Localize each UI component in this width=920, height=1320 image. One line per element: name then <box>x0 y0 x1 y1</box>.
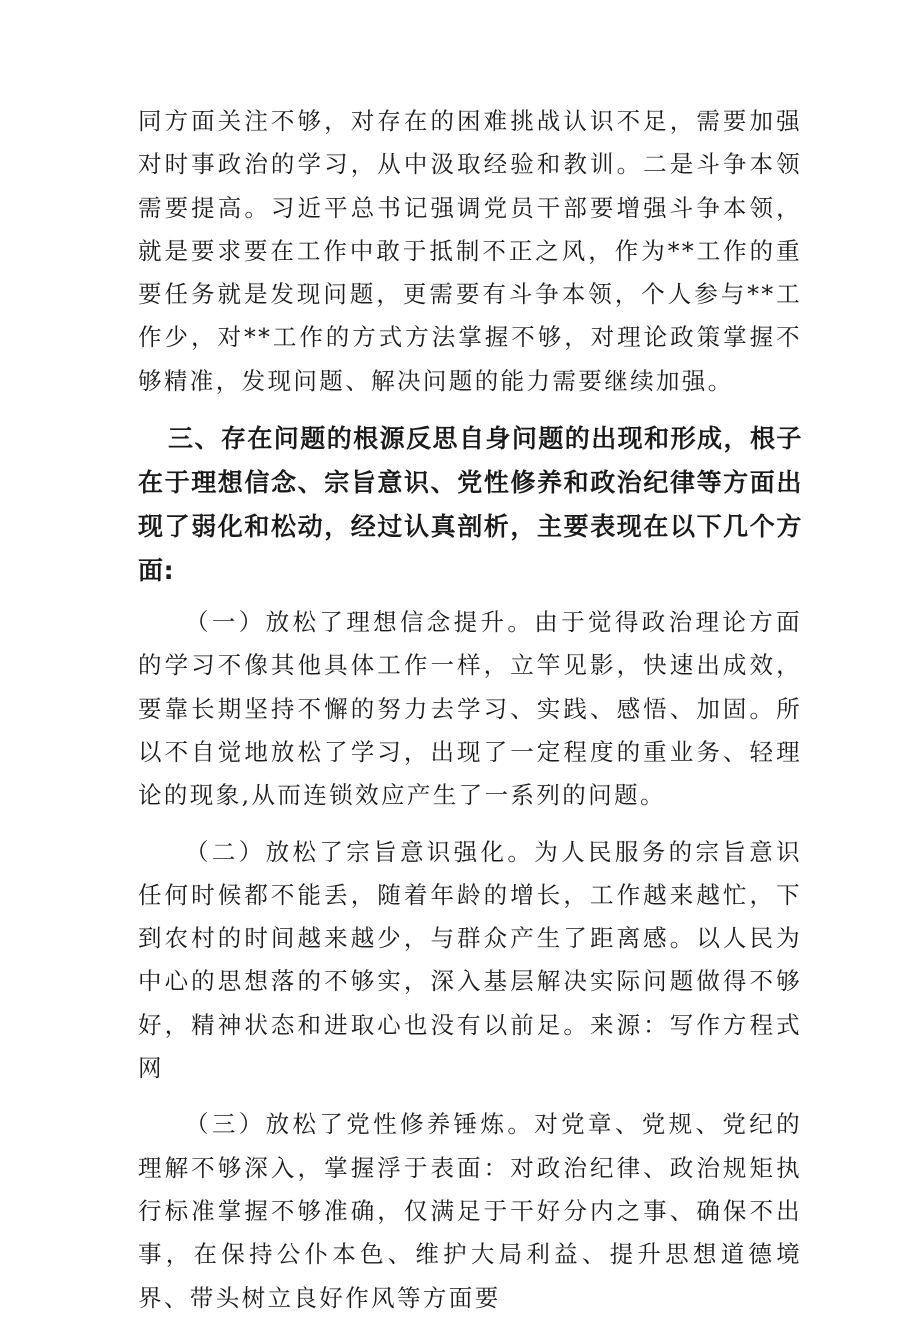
spacer <box>138 818 802 831</box>
spacer <box>138 593 802 601</box>
spacer <box>138 1090 802 1103</box>
item-three-paragraph: （三）放松了党性修养锤炼。对党章、党规、党纪的理解不够深入，掌握浮于表面：对政治纪律、政治规矩执行标准掌握不够准确，仅满足于干好分内之事、确保不出事，在保持公仆本色、维护大局利益、提升思想道德境界、带头树立良好作风等方面要 <box>138 1110 802 1312</box>
section-three-heading: 三、存在问题的根源反思自身问题的出现和形成，根子在于理想信念、宗旨意识、党性修养和政治纪律等方面出现了弱化和松动，经过认真剖析，主要表现在以下几个方面: <box>138 424 802 586</box>
item-two-paragraph: （二）放松了宗旨意识强化。为人民服务的宗旨意识任何时候都不能丢，随着年龄的增长，工作越来越忙，下到农村的时间越来越少，与群众产生了距离感。以人民为中心的思想落的不够实，深入基层解决实际问题做得不够好，精神状态和进取心也没有以前足。来源：写作方程式网 <box>138 837 802 1083</box>
paragraph-continuation: 同方面关注不够，对存在的困难挑战认识不足，需要加强对时事政治的学习，从中汲取经验和教训。二是斗争本领需要提高。习近平总书记强调党员干部要增强斗争本领，就是要求要在工作中敢于抵制不正之风，作为**工作的重要任务就是发现问题，更需要有斗争本领，个人参与**工作少，对**工作的方式方法掌握不够，对理论政策掌握不够精准，发现问题、解决问题的能力需要继续加强。 <box>138 107 802 395</box>
item-one-paragraph: （一）放松了理想信念提升。由于觉得政治理论方面的学习不像其他具体工作一样，立竿见影，快速出成效，要靠长期坚持不懈的努力去学习、实践、感悟、加固。所以不自觉地放松了学习，出现了一定程度的重业务、轻理论的现象,从而连锁效应产生了一系列的问题。 <box>138 608 802 810</box>
document-page <box>138 100 802 1320</box>
spacer <box>138 403 802 417</box>
